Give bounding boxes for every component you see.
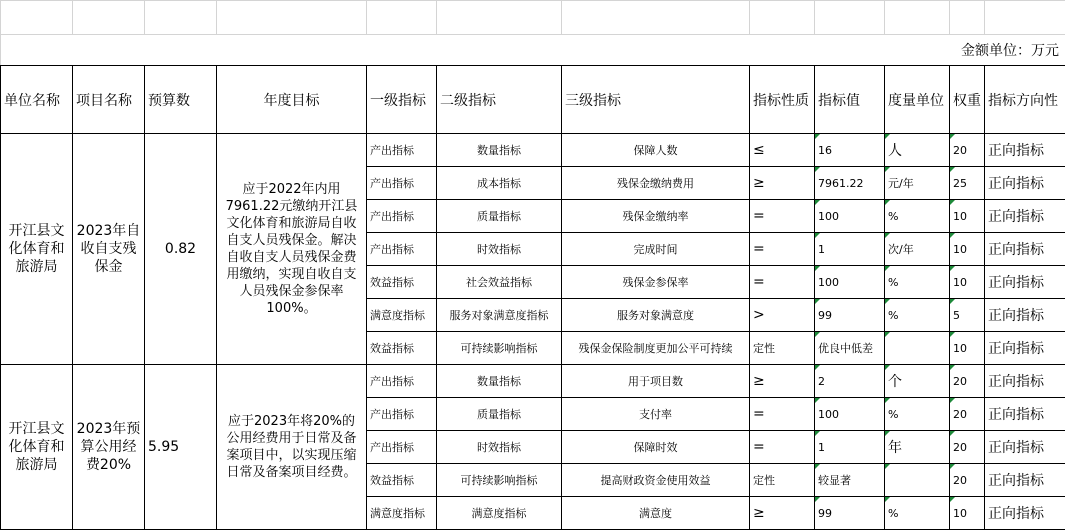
indicator-nature[interactable]: 定性: [750, 332, 815, 365]
level3-indicator[interactable]: 残保金保险制度更加公平可持续: [562, 332, 750, 365]
header-row: [1, 66, 1065, 134]
indicator-row: [1, 134, 1065, 167]
indicator-weight[interactable]: 25: [950, 167, 985, 200]
indicator-weight[interactable]: 10: [950, 497, 985, 530]
header-indicator-value[interactable]: 指标值: [815, 66, 885, 134]
measure-unit[interactable]: 次/年: [885, 233, 950, 266]
blank-row: [1, 1, 1065, 35]
level3-indicator[interactable]: 保障时效: [562, 431, 750, 464]
level2-indicator[interactable]: 成本指标: [437, 167, 562, 200]
level1-indicator[interactable]: 产出指标: [367, 431, 437, 464]
measure-unit[interactable]: 个: [885, 365, 950, 398]
indicator-value[interactable]: 7961.22: [815, 167, 885, 200]
indicator-nature[interactable]: =: [750, 200, 815, 233]
measure-unit[interactable]: 年: [885, 431, 950, 464]
unit-row: [1, 35, 1065, 66]
indicator-weight[interactable]: 20: [950, 464, 985, 497]
header-level1-indicator[interactable]: 一级指标: [367, 66, 437, 134]
project-unit-name[interactable]: 开江县文化体育和旅游局: [1, 365, 73, 530]
project-name[interactable]: 2023年预算公用经费20%: [73, 365, 145, 530]
indicator-direction[interactable]: 正向指标: [985, 266, 1065, 299]
level3-indicator[interactable]: 支付率: [562, 398, 750, 431]
indicator-direction[interactable]: 正向指标: [985, 233, 1065, 266]
header-indicator-nature[interactable]: 指标性质: [750, 66, 815, 134]
level3-indicator[interactable]: 完成时间: [562, 233, 750, 266]
indicator-direction[interactable]: 正向指标: [985, 299, 1065, 332]
level2-indicator[interactable]: 数量指标: [437, 134, 562, 167]
level3-indicator[interactable]: 残保金缴纳费用: [562, 167, 750, 200]
level2-indicator[interactable]: 服务对象满意度指标: [437, 299, 562, 332]
indicator-value[interactable]: 较显著: [815, 464, 885, 497]
level1-indicator[interactable]: 满意度指标: [367, 497, 437, 530]
measure-unit[interactable]: %: [885, 398, 950, 431]
level1-indicator[interactable]: 产出指标: [367, 233, 437, 266]
indicator-weight[interactable]: 10: [950, 233, 985, 266]
indicator-direction[interactable]: 正向指标: [985, 464, 1065, 497]
indicator-weight[interactable]: 5: [950, 299, 985, 332]
header-level3-indicator[interactable]: 三级指标: [562, 66, 750, 134]
header-level2-indicator[interactable]: 二级指标: [437, 66, 562, 134]
indicator-weight[interactable]: 20: [950, 398, 985, 431]
header-measure-unit[interactable]: 度量单位: [885, 66, 950, 134]
indicator-value[interactable]: 100: [815, 266, 885, 299]
level1-indicator[interactable]: 效益指标: [367, 332, 437, 365]
level2-indicator[interactable]: 数量指标: [437, 365, 562, 398]
indicator-direction[interactable]: 正向指标: [985, 365, 1065, 398]
level2-indicator[interactable]: 可持续影响指标: [437, 464, 562, 497]
indicator-nature[interactable]: ≥: [750, 497, 815, 530]
level2-indicator[interactable]: 满意度指标: [437, 497, 562, 530]
level1-indicator[interactable]: 产出指标: [367, 200, 437, 233]
indicator-direction[interactable]: 正向指标: [985, 431, 1065, 464]
level2-indicator[interactable]: 质量指标: [437, 200, 562, 233]
indicator-nature[interactable]: =: [750, 266, 815, 299]
indicator-value[interactable]: 100: [815, 398, 885, 431]
indicator-weight[interactable]: 20: [950, 431, 985, 464]
level1-indicator[interactable]: 产出指标: [367, 167, 437, 200]
indicator-nature[interactable]: 定性: [750, 464, 815, 497]
level2-indicator[interactable]: 质量指标: [437, 398, 562, 431]
amount-unit-label[interactable]: 金额单位：万元: [1, 35, 1065, 66]
indicator-weight[interactable]: 10: [950, 200, 985, 233]
indicator-direction[interactable]: 正向指标: [985, 497, 1065, 530]
indicator-value[interactable]: 2: [815, 365, 885, 398]
measure-unit[interactable]: %: [885, 299, 950, 332]
indicator-nature[interactable]: =: [750, 431, 815, 464]
header-budget[interactable]: 预算数: [145, 66, 217, 134]
indicator-value[interactable]: 100: [815, 200, 885, 233]
indicator-direction[interactable]: 正向指标: [985, 398, 1065, 431]
indicator-direction[interactable]: 正向指标: [985, 167, 1065, 200]
project-unit-name[interactable]: 开江县文化体育和旅游局: [1, 134, 73, 365]
level2-indicator[interactable]: 社会效益指标: [437, 266, 562, 299]
indicator-value[interactable]: 99: [815, 497, 885, 530]
measure-unit[interactable]: [885, 332, 950, 365]
measure-unit[interactable]: %: [885, 200, 950, 233]
level2-indicator[interactable]: 可持续影响指标: [437, 332, 562, 365]
indicator-direction[interactable]: 正向指标: [985, 200, 1065, 233]
level3-indicator[interactable]: 残保金缴纳率: [562, 200, 750, 233]
level1-indicator[interactable]: 效益指标: [367, 464, 437, 497]
level1-indicator[interactable]: 效益指标: [367, 266, 437, 299]
level3-indicator[interactable]: 提高财政资金使用效益: [562, 464, 750, 497]
indicator-nature[interactable]: ≥: [750, 167, 815, 200]
project-budget[interactable]: 5.95: [145, 365, 217, 530]
indicator-value[interactable]: 1: [815, 233, 885, 266]
level3-indicator[interactable]: 服务对象满意度: [562, 299, 750, 332]
level1-indicator[interactable]: 产出指标: [367, 398, 437, 431]
header-indicator-direction[interactable]: 指标方向性: [985, 66, 1065, 134]
indicator-nature[interactable]: >: [750, 299, 815, 332]
level3-indicator[interactable]: 用于项目数: [562, 365, 750, 398]
level3-indicator[interactable]: 残保金参保率: [562, 266, 750, 299]
indicator-direction[interactable]: 正向指标: [985, 134, 1065, 167]
indicator-nature[interactable]: =: [750, 398, 815, 431]
indicator-weight[interactable]: 20: [950, 365, 985, 398]
indicator-nature[interactable]: =: [750, 233, 815, 266]
measure-unit[interactable]: %: [885, 266, 950, 299]
measure-unit[interactable]: [885, 464, 950, 497]
indicator-value[interactable]: 1: [815, 431, 885, 464]
header-weight[interactable]: 权重: [950, 66, 985, 134]
project-name[interactable]: 2023年自收自支残保金: [73, 134, 145, 365]
project-annual-target[interactable]: 应于2022年内用7961.22元缴纳开江县文化体育和旅游局自收自支人员残保金。解决自收自支人员残保金费用缴纳，实现自收自支人员残保金参保率100%。: [217, 134, 367, 365]
level3-indicator[interactable]: 保障人数: [562, 134, 750, 167]
project-budget[interactable]: 0.82: [145, 134, 217, 365]
measure-unit[interactable]: 元/年: [885, 167, 950, 200]
indicator-nature[interactable]: ≤: [750, 134, 815, 167]
indicator-weight[interactable]: 10: [950, 332, 985, 365]
level1-indicator[interactable]: 产出指标: [367, 134, 437, 167]
level2-indicator[interactable]: 时效指标: [437, 233, 562, 266]
header-unit-name[interactable]: 单位名称: [1, 66, 73, 134]
level3-indicator[interactable]: 满意度: [562, 497, 750, 530]
measure-unit[interactable]: %: [885, 497, 950, 530]
indicator-weight[interactable]: 10: [950, 266, 985, 299]
indicator-direction[interactable]: 正向指标: [985, 332, 1065, 365]
indicator-value[interactable]: 99: [815, 299, 885, 332]
indicator-value[interactable]: 16: [815, 134, 885, 167]
project-annual-target[interactable]: 应于2023年将20%的公用经费用于日常及备案项目中，以实现压缩日常及备案项目经费。: [217, 365, 367, 530]
indicator-nature[interactable]: ≥: [750, 365, 815, 398]
header-annual-target[interactable]: 年度目标: [217, 66, 367, 134]
indicator-weight[interactable]: 20: [950, 134, 985, 167]
measure-unit[interactable]: 人: [885, 134, 950, 167]
level1-indicator[interactable]: 满意度指标: [367, 299, 437, 332]
header-project-name[interactable]: 项目名称: [73, 66, 145, 134]
indicator-row: [1, 365, 1065, 398]
level1-indicator[interactable]: 产出指标: [367, 365, 437, 398]
level2-indicator[interactable]: 时效指标: [437, 431, 562, 464]
indicator-value[interactable]: 优良中低差: [815, 332, 885, 365]
